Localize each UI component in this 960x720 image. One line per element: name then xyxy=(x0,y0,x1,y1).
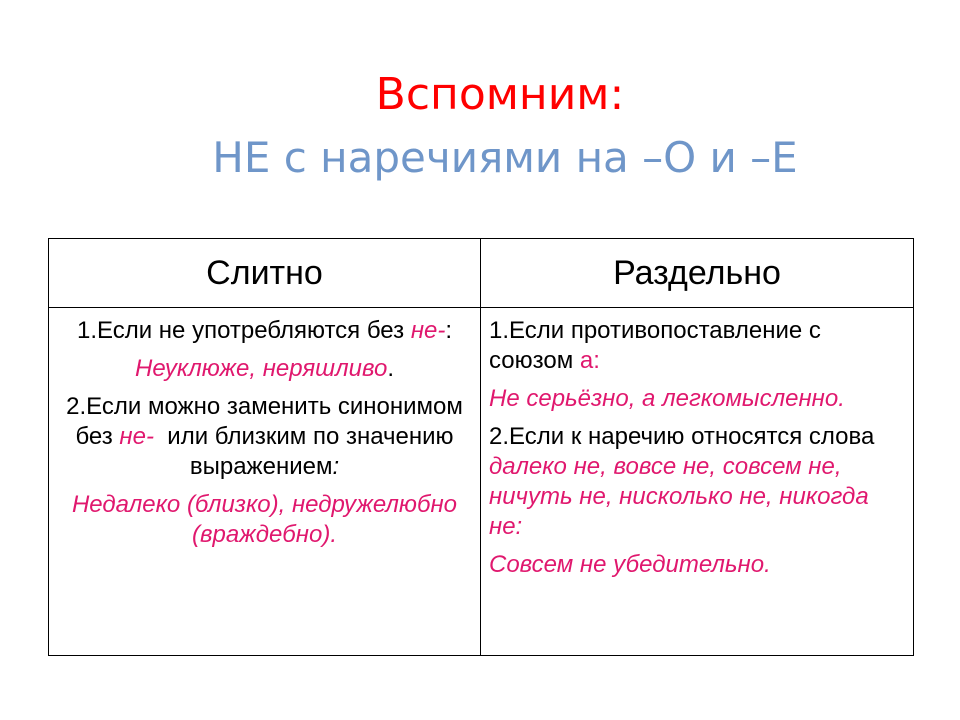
solid-example-1 xyxy=(57,354,472,384)
solid-rule-2-prefix: не- xyxy=(119,423,154,450)
solid-rule-1 xyxy=(57,316,472,346)
solid-rule-2-colon: : xyxy=(332,453,340,480)
table-header-row xyxy=(49,239,914,308)
table-row xyxy=(49,308,914,656)
solid-rule-1-prefix: не- xyxy=(410,317,446,344)
rules-table xyxy=(48,238,914,656)
cell-solid-rules xyxy=(49,308,481,656)
header-solid: Слитно xyxy=(49,239,481,308)
slide-subtitle: НЕ с наречиями на –О и –Е xyxy=(212,133,798,182)
separate-rule-2-text: 2.Если к наречию относятся слова xyxy=(489,423,875,450)
solid-rule-1-text: 1.Если не употребляются без xyxy=(76,317,411,344)
solid-example-1-dot: . xyxy=(387,355,394,382)
separate-rule-2-words: далеко не, вовсе не, совсем не, ничуть не, нисколько не, никогда не: xyxy=(489,453,869,540)
cell-separate-rules xyxy=(481,308,914,656)
separate-rule-1-text: 1.Если противопоставление с союзом xyxy=(489,317,821,374)
separate-example-2: Совсем не убедительно. xyxy=(489,551,771,578)
solid-rule-1-colon: : xyxy=(445,317,453,344)
solid-rule-2-text: 2.Если можно заменить синонимом без xyxy=(66,393,463,450)
separate-rule-2 xyxy=(489,422,905,542)
solid-example-1-text: Неуклюже, неряшливо xyxy=(135,355,388,382)
separate-rule-1 xyxy=(489,316,905,376)
separate-rule-1-conjunction: а: xyxy=(579,347,600,374)
separate-example-1: Не серьёзно, а легкомысленно. xyxy=(489,385,845,412)
solid-rule-2-text-2: или близким по значению выражением xyxy=(153,423,461,480)
header-separate: Раздельно xyxy=(481,239,914,308)
solid-example-2: Недалеко (близко), недружелюбно (враждебно). xyxy=(71,491,458,548)
slide-title: Вспомним: xyxy=(375,69,625,120)
solid-rule-2 xyxy=(57,392,472,482)
